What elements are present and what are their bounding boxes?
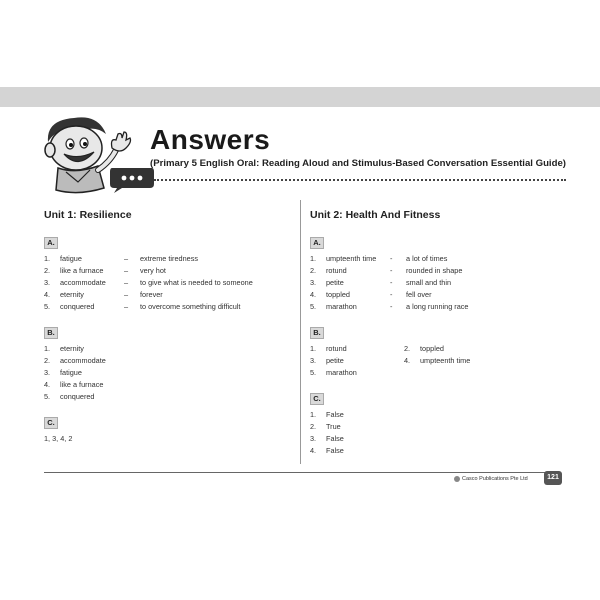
- unit1-section-c-answer: 1, 3, 4, 2: [44, 434, 73, 443]
- speech-bubble-icon: [108, 164, 156, 194]
- unit1-title: Unit 1: Resilience: [44, 209, 132, 221]
- unit2-section-b-badge: B.: [310, 327, 324, 339]
- header-band: [0, 87, 600, 107]
- publisher-name: Casco Publications Pte Ltd: [462, 476, 528, 482]
- unit2-section-a-badge: A.: [310, 237, 324, 249]
- unit1-section-b-badge: B.: [44, 327, 58, 339]
- unit2-section-c-badge: C.: [310, 393, 324, 405]
- unit2-title: Unit 2: Health And Fitness: [310, 209, 441, 221]
- page-subtitle: (Primary 5 English Oral: Reading Aloud and Stimulus-Based Conversation Essential Guide): [150, 158, 566, 169]
- page-title: Answers: [150, 124, 271, 155]
- footer-rule: [44, 472, 556, 473]
- dotted-divider: [154, 179, 566, 181]
- unit1-section-a-badge: A.: [44, 237, 58, 249]
- page-number: 121: [544, 471, 562, 485]
- column-divider: [300, 200, 301, 464]
- publisher-logo-icon: [454, 476, 460, 482]
- unit1-section-c-badge: C.: [44, 417, 58, 429]
